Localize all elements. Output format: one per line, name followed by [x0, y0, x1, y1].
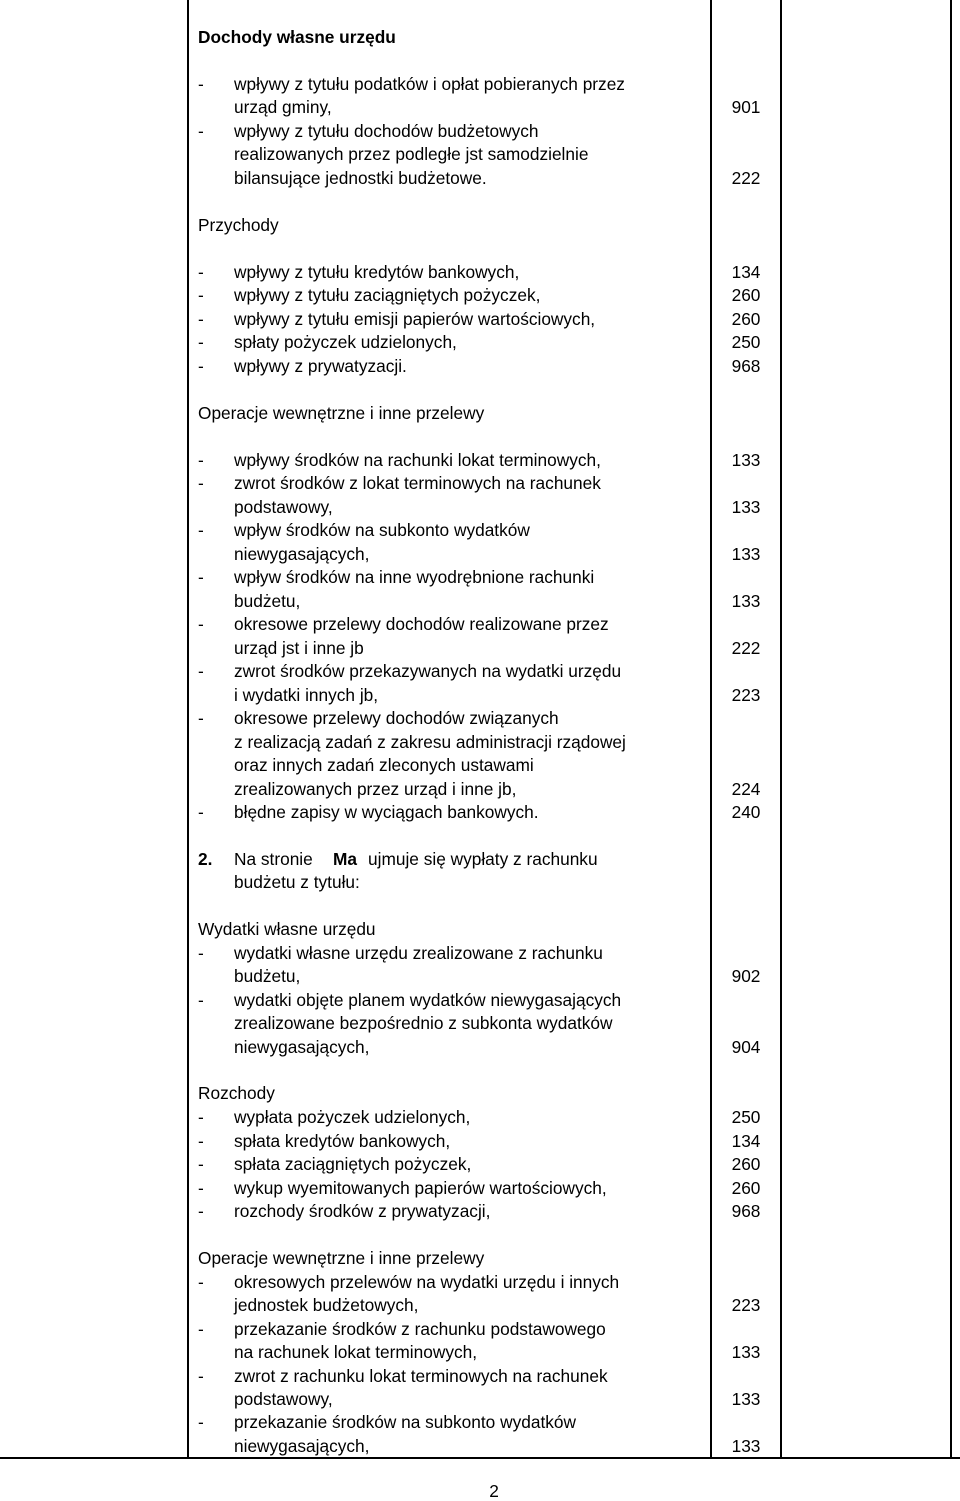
account-number: 133 [731, 591, 761, 611]
table-border-right [950, 0, 952, 1458]
text-line: wpływ środków na subkonto wydatków [234, 520, 530, 540]
text-line: wpływy z tytułu emisji papierów wartościowych, [234, 309, 596, 329]
text-line: - [198, 262, 204, 282]
account-number: 222 [731, 168, 761, 188]
account-number: 223 [731, 685, 761, 705]
text-line: jednostek budżetowych, [234, 1295, 419, 1315]
text-line: Operacje wewnętrzne i inne przelewy [198, 1248, 485, 1268]
account-number: 260 [731, 285, 761, 305]
account-number: 134 [731, 1131, 761, 1151]
text-line: - [198, 74, 204, 94]
page-number: 2 [489, 1481, 499, 1501]
text-line: urząd gminy, [234, 97, 332, 117]
text-line: Na stronie [234, 849, 313, 869]
text-line: zrealizowane bezpośrednio z subkonta wydatków [234, 1013, 613, 1033]
text-line: błędne zapisy w wyciągach bankowych. [234, 802, 539, 822]
account-number: 968 [731, 356, 761, 376]
table-border-mid1 [710, 0, 712, 1458]
text-line: podstawowy, [234, 497, 333, 517]
text-line: - [198, 1366, 204, 1386]
account-number: 134 [731, 262, 761, 282]
text-line: wpływy z tytułu zaciągniętych pożyczek, [234, 285, 541, 305]
text-line: - [198, 332, 204, 352]
text-line: spłaty pożyczek udzielonych, [234, 332, 457, 352]
account-number: 224 [731, 779, 761, 799]
account-number: 223 [731, 1295, 761, 1315]
account-number: 250 [731, 332, 761, 352]
text-line: wpływy z tytułu dochodów budżetowych [234, 121, 539, 141]
text-line: - [198, 1319, 204, 1339]
account-number: 133 [731, 497, 761, 517]
text-line: zwrot środków z lokat terminowych na rachunek [234, 473, 601, 493]
text-line: - [198, 520, 204, 540]
account-number: 250 [731, 1107, 761, 1127]
text-line: rozchody środków z prywatyzacji, [234, 1201, 491, 1221]
text-line: z realizacją zadań z zakresu administracji rządowej [234, 732, 626, 752]
text-line: wpływy z tytułu podatków i opłat pobieranych przez [234, 74, 625, 94]
text-line: - [198, 1178, 204, 1198]
text-line: urząd jst i inne jb [234, 638, 364, 658]
text-line: Operacje wewnętrzne i inne przelewy [198, 403, 485, 423]
text-line: - [198, 1107, 204, 1127]
text-line: niewygasających, [234, 544, 370, 564]
text-line: bilansujące jednostki budżetowe. [234, 168, 487, 188]
text-line: - [198, 473, 204, 493]
text-line: - [198, 802, 204, 822]
text-line: ujmuje się wypłaty z rachunku [368, 849, 598, 869]
account-number: 901 [731, 97, 761, 117]
text-line: wpływy z prywatyzacji. [234, 356, 407, 376]
text-line: realizowanych przez podległe jst samodzielnie [234, 144, 589, 164]
text-line: niewygasających, [234, 1436, 370, 1456]
text-line: - [198, 1154, 204, 1174]
text-line: Wydatki własne urzędu [198, 919, 376, 939]
text-line: wypłata pożyczek udzielonych, [234, 1107, 471, 1127]
text-line: - [198, 1272, 204, 1292]
text-line: niewygasających, [234, 1037, 370, 1057]
text-line: wydatki objęte planem wydatków niewygasających [234, 990, 622, 1010]
text-line: budżetu, [234, 966, 301, 986]
text-line: - [198, 450, 204, 470]
text-line: - [198, 990, 204, 1010]
table-border-left [187, 0, 189, 1458]
account-number: 133 [731, 544, 761, 564]
text-line: okresowych przelewów na wydatki urzędu i innych [234, 1272, 620, 1292]
text-line: spłata kredytów bankowych, [234, 1131, 451, 1151]
text-line: spłata zaciągniętych pożyczek, [234, 1154, 472, 1174]
table-border-mid2 [780, 0, 782, 1458]
text-line: wpływy środków na rachunki lokat terminowych, [234, 450, 601, 470]
text-line: - [198, 309, 204, 329]
text-line: okresowe przelewy dochodów realizowane przez [234, 614, 609, 634]
text-line: - [198, 285, 204, 305]
text-line: - [198, 1412, 204, 1432]
text-line: - [198, 943, 204, 963]
text-line: - [198, 567, 204, 587]
text-line: Ma [333, 849, 358, 869]
text-line: wykup wyemitowanych papierów wartościowych, [234, 1178, 607, 1198]
text-line: okresowe przelewy dochodów związanych [234, 708, 559, 728]
account-number: 133 [731, 450, 761, 470]
account-number: 133 [731, 1389, 761, 1409]
text-line: wpływy z tytułu kredytów bankowych, [234, 262, 520, 282]
text-line: wpływ środków na inne wyodrębnione rachunki [234, 567, 595, 587]
text-line: budżetu, [234, 591, 301, 611]
text-line: i wydatki innych jb, [234, 685, 379, 705]
text-line: - [198, 1131, 204, 1151]
text-line: przekazanie środków z rachunku podstawowego [234, 1319, 606, 1339]
account-number: 133 [731, 1342, 761, 1362]
text-line: zrealizowanych przez urząd i inne jb, [234, 779, 517, 799]
text-line: Dochody własne urzędu [198, 27, 396, 47]
account-number: 133 [731, 1436, 761, 1456]
text-line: na rachunek lokat terminowych, [234, 1342, 478, 1362]
text-line: podstawowy, [234, 1389, 333, 1409]
text-line: - [198, 356, 204, 376]
account-number: 904 [731, 1037, 761, 1057]
text-line: Przychody [198, 215, 279, 235]
account-number: 260 [731, 1178, 761, 1198]
text-line: zwrot środków przekazywanych na wydatki urzędu [234, 661, 622, 681]
text-line: - [198, 708, 204, 728]
table-border-bottom [0, 1457, 960, 1459]
text-line: przekazanie środków na subkonto wydatków [234, 1412, 576, 1432]
text-line: budżetu z tytułu: [234, 872, 360, 892]
text-line: - [198, 614, 204, 634]
text-line: - [198, 121, 204, 141]
text-line: zwrot z rachunku lokat terminowych na rachunek [234, 1366, 608, 1386]
text-line: Rozchody [198, 1083, 275, 1103]
text-line: 2. [198, 849, 213, 869]
text-line: oraz innych zadań zleconych ustawami [234, 755, 534, 775]
account-number: 240 [731, 802, 761, 822]
account-number: 968 [731, 1201, 761, 1221]
text-line: wydatki własne urzędu zrealizowane z rachunku [234, 943, 603, 963]
text-line: - [198, 1201, 204, 1221]
account-number: 260 [731, 1154, 761, 1174]
account-number: 902 [731, 966, 761, 986]
account-number: 222 [731, 638, 761, 658]
account-number: 260 [731, 309, 761, 329]
text-line: - [198, 661, 204, 681]
